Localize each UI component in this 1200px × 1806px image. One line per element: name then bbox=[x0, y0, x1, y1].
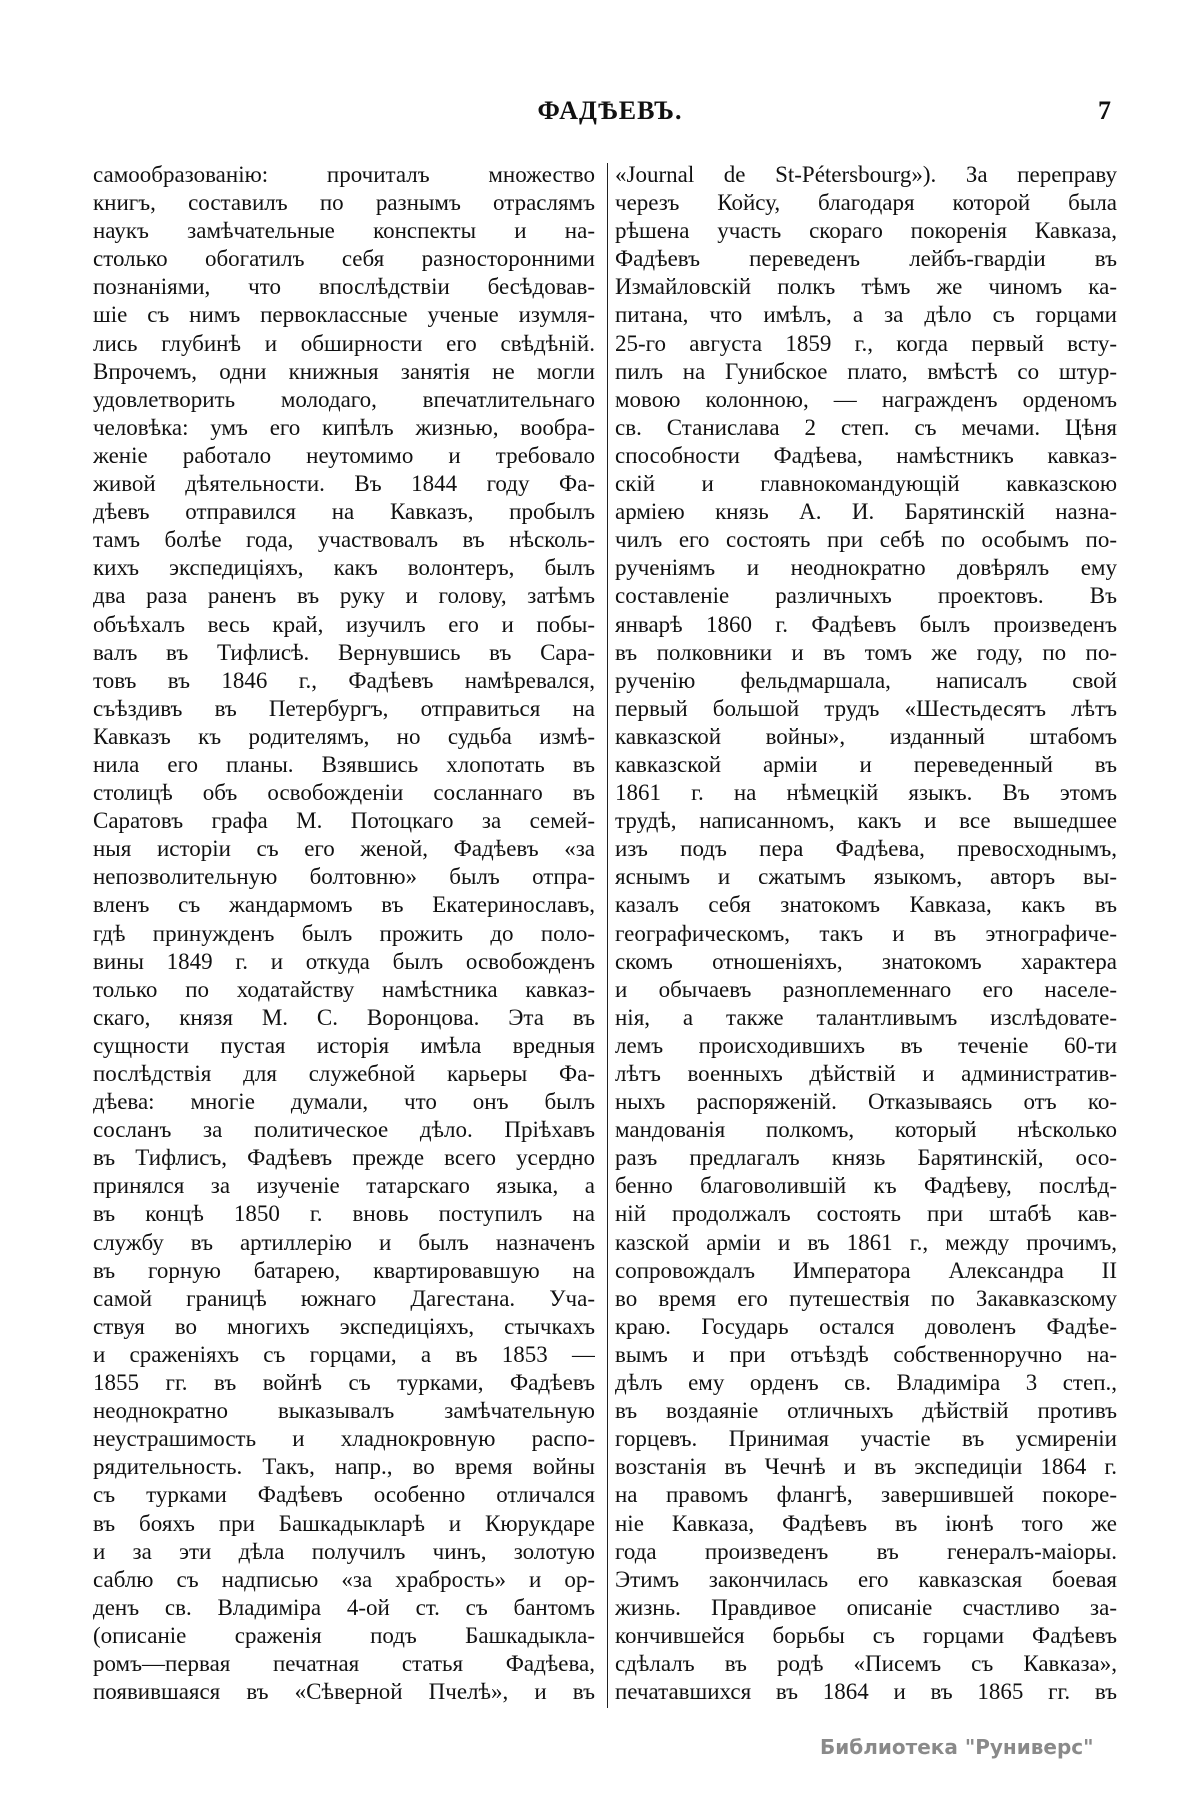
text-line: питана, что имѣлъ, а за дѣло съ горцами bbox=[615, 302, 1117, 328]
text-line: въ воздаяніе отличныхъ дѣйствій противъ bbox=[615, 1398, 1117, 1424]
text-line: св. Станислава 2 степ. съ мечами. Цѣня bbox=[615, 414, 1117, 440]
text-line: человѣка: умъ его кипѣлъ жизнью, вообра- bbox=[93, 414, 595, 440]
text-line: пилъ на Гунибское плато, вмѣстѣ со штур- bbox=[615, 358, 1117, 384]
text-line: вымъ и при отъѣздѣ собственноручно на- bbox=[615, 1341, 1117, 1367]
text-line: кихъ экспедиціяхъ, какъ волонтеръ, былъ bbox=[93, 555, 595, 581]
text-line: познаніями, что впослѣдствіи бесѣдовав- bbox=[93, 274, 595, 300]
text-line: неоднократно выказывалъ замѣчательную bbox=[93, 1398, 595, 1424]
text-line: ніе Кавказа, Фадѣевъ въ іюнѣ того же bbox=[615, 1510, 1117, 1536]
text-line: бенно благоволившій къ Фадѣеву, послѣд- bbox=[615, 1173, 1117, 1199]
text-line: рядительность. Такъ, напр., во время войны bbox=[93, 1454, 595, 1480]
text-line: только по ходатайству намѣстника кавказ- bbox=[93, 976, 595, 1002]
text-line: появившаяся въ «Сѣверной Пчелѣ», и въ bbox=[93, 1679, 595, 1705]
text-line: и за эти дѣла получилъ чинъ, золотую bbox=[93, 1538, 595, 1564]
text-line: удовлетворить молодаго, впечатлительнаго bbox=[93, 386, 595, 412]
text-line: рѣшена участь скораго покоренія Кавказа, bbox=[615, 218, 1117, 244]
text-line: столицѣ объ освобожденіи сосланнаго въ bbox=[93, 780, 595, 806]
text-line: шіе съ нимъ первоклассные ученые изумля- bbox=[93, 302, 595, 328]
text-line: и сраженіяхъ съ горцами, а въ 1853 — bbox=[93, 1341, 595, 1367]
text-line: неустрашимость и хладнокровную распо- bbox=[93, 1426, 595, 1452]
text-line: нія, а также талантливымъ изслѣдовате- bbox=[615, 1004, 1117, 1030]
text-line: дѣевъ отправился на Кавказъ, пробылъ bbox=[93, 499, 595, 525]
text-line: жизнь. Правдивое описаніе счастливо за- bbox=[615, 1594, 1117, 1620]
text-line: тамъ болѣе года, участвовалъ въ нѣсколь- bbox=[93, 527, 595, 553]
text-line: первый большой трудъ «Шестьдесятъ лѣтъ bbox=[615, 695, 1117, 721]
text-line: и обычаевъ разноплеменнаго его населе- bbox=[615, 976, 1117, 1002]
text-line: печатавшихся въ 1864 и въ 1865 гг. въ bbox=[615, 1679, 1117, 1705]
text-line: скій и главнокомандующій кавказскою bbox=[615, 471, 1117, 497]
text-line: объѣхалъ весь край, изучилъ его и побы- bbox=[93, 611, 595, 637]
text-line: кончившейся борьбы съ горцами Фадѣевъ bbox=[615, 1622, 1117, 1648]
text-line: разъ предлагалъ князь Барятинскій, осо- bbox=[615, 1145, 1117, 1171]
text-line: съѣздивъ въ Петербургъ, отправиться на bbox=[93, 695, 595, 721]
text-line: саблю съ надписью «за храбрость» и ор- bbox=[93, 1566, 595, 1592]
text-line: ствуя во многихъ экспедиціяхъ, стычкахъ bbox=[93, 1313, 595, 1339]
library-watermark: Библиотека "Руниверс" bbox=[820, 1735, 1094, 1759]
text-line: въ горную батарею, квартировавшую на bbox=[93, 1257, 595, 1283]
text-line: Фадѣевъ переведенъ лейбъ-гвардіи въ bbox=[615, 246, 1117, 272]
text-line: сущности пустая исторія имѣла вредныя bbox=[93, 1032, 595, 1058]
text-line: сосланъ за политическое дѣло. Пріѣхавъ bbox=[93, 1117, 595, 1143]
text-line: Кавказъ къ родителямъ, но судьба измѣ- bbox=[93, 723, 595, 749]
text-line: самой границѣ южнаго Дагестана. Уча- bbox=[93, 1285, 595, 1311]
text-line: изъ подъ пера Фадѣева, превосходнымъ, bbox=[615, 836, 1117, 862]
text-line: январѣ 1860 г. Фадѣевъ былъ произведенъ bbox=[615, 611, 1117, 637]
text-line: ныя исторіи съ его женой, Фадѣевъ «за bbox=[93, 836, 595, 862]
text-line: нила его планы. Взявшись хлопотать въ bbox=[93, 751, 595, 777]
text-line: горцевъ. Принимая участіе въ усмиреніи bbox=[615, 1426, 1117, 1452]
text-line: рученію фельдмаршала, написалъ свой bbox=[615, 667, 1117, 693]
text-line: службу въ артиллерію и былъ назначенъ bbox=[93, 1229, 595, 1255]
text-line: въ бояхъ при Башкадыкларѣ и Кюрукдаре bbox=[93, 1510, 595, 1536]
text-line: яснымъ и сжатымъ языкомъ, авторъ вы- bbox=[615, 864, 1117, 890]
text-line: арміею князь А. И. Барятинскій назна- bbox=[615, 499, 1117, 525]
text-line: женіе работало неутомимо и требовало bbox=[93, 442, 595, 468]
text-line: черезъ Койсу, благодаря которой была bbox=[615, 190, 1117, 216]
text-line: самообразованію: прочиталъ множество bbox=[93, 162, 595, 187]
text-line: на правомъ флангѣ, завершившей покоре- bbox=[615, 1482, 1117, 1508]
running-header-title: ФАДѢЕВЪ. bbox=[537, 96, 683, 125]
text-line: кавказской арміи и переведенный въ bbox=[615, 751, 1117, 777]
text-line: Измайловскій полкъ тѣмъ же чиномъ ка- bbox=[615, 274, 1117, 300]
text-line: скомъ отношеніяхъ, знатокомъ характера bbox=[615, 948, 1117, 974]
text-line: краю. Государь остался доволенъ Фадѣе- bbox=[615, 1313, 1117, 1339]
text-line: денъ св. Владиміра 4-ой ст. съ бантомъ bbox=[93, 1594, 595, 1620]
text-line: принялся за изученіе татарскаго языка, а bbox=[93, 1173, 595, 1199]
text-line: дѣева: многіе думали, что онъ былъ bbox=[93, 1089, 595, 1115]
text-line: во время его путешествія по Закавказскому bbox=[615, 1285, 1117, 1311]
text-line: скаго, князя М. С. Воронцова. Эта въ bbox=[93, 1004, 595, 1030]
text-line: мовою колонною, — награжденъ орденомъ bbox=[615, 386, 1117, 412]
text-line: ныхъ распоряженій. Отказываясь отъ ко- bbox=[615, 1089, 1117, 1115]
text-line: Этимъ закончилась его кавказская боевая bbox=[615, 1566, 1117, 1592]
text-line: чилъ его состоять при себѣ по особымъ по- bbox=[615, 527, 1117, 553]
text-line: Саратовъ графа М. Потоцкаго за семей- bbox=[93, 808, 595, 834]
text-line: товъ въ 1846 г., Фадѣевъ намѣревался, bbox=[93, 667, 595, 693]
text-line: гдѣ принужденъ былъ прожить до поло- bbox=[93, 920, 595, 946]
text-line: кавказской войны», изданный штабомъ bbox=[615, 723, 1117, 749]
text-line: казалъ себя знатокомъ Кавказа, какъ въ bbox=[615, 892, 1117, 918]
text-line: лемъ происходившихъ въ теченіе 60-ти bbox=[615, 1032, 1117, 1058]
text-line: ній продолжалъ состоять при штабѣ кав- bbox=[615, 1201, 1117, 1227]
text-line: два раза раненъ въ руку и голову, затѣмъ bbox=[93, 583, 595, 609]
text-line: Впрочемъ, одни книжныя занятія не могли bbox=[93, 358, 595, 384]
text-line: въ Тифлисъ, Фадѣевъ прежде всего усердно bbox=[93, 1145, 595, 1171]
text-line: составленіе различныхъ проектовъ. Въ bbox=[615, 583, 1117, 609]
page-number: 7 bbox=[1098, 96, 1111, 125]
text-line: валъ въ Тифлисѣ. Вернувшись въ Сара- bbox=[93, 639, 595, 665]
text-line: сопровождалъ Императора Александра II bbox=[615, 1257, 1117, 1283]
column-divider bbox=[607, 163, 608, 1708]
text-line: рученіямъ и неоднократно довѣрялъ ему bbox=[615, 555, 1117, 581]
text-line: казской арміи и въ 1861 г., между прочимъ, bbox=[615, 1229, 1117, 1255]
text-line: вины 1849 г. и откуда былъ освобожденъ bbox=[93, 948, 595, 974]
text-line: лѣтъ военныхъ дѣйствій и административ- bbox=[615, 1061, 1117, 1086]
text-line: непозволительную болтовню» былъ отпра- bbox=[93, 864, 595, 890]
text-line: наукъ замѣчательные конспекты и на- bbox=[93, 218, 595, 244]
text-line: вленъ съ жандармомъ въ Екатеринославъ, bbox=[93, 892, 595, 918]
text-line: мандованія полкомъ, который нѣсколько bbox=[615, 1117, 1117, 1143]
text-line: сдѣлалъ въ родѣ «Писемъ съ Кавказа», bbox=[615, 1650, 1117, 1676]
text-line: «Journal de St-Pétersbourg»). За переправу bbox=[615, 162, 1117, 187]
text-line: 1855 гг. въ войнѣ съ турками, Фадѣевъ bbox=[93, 1370, 595, 1396]
text-line: способности Фадѣева, намѣстникъ кавказ- bbox=[615, 442, 1117, 468]
text-line: года произведенъ въ генералъ-маіоры. bbox=[615, 1538, 1117, 1564]
text-line: лись глубинѣ и обширности его свѣдѣній. bbox=[93, 330, 595, 356]
text-line: 1861 г. на нѣмецкій языкъ. Въ этомъ bbox=[615, 780, 1117, 806]
text-line: дѣлъ ему орденъ св. Владиміра 3 степ., bbox=[615, 1370, 1117, 1396]
text-line: столько обогатилъ себя разносторонними bbox=[93, 246, 595, 272]
text-line: ромъ—первая печатная статья Фадѣева, bbox=[93, 1650, 595, 1676]
text-line: географическомъ, такъ и въ этнографиче- bbox=[615, 920, 1117, 946]
right-text-column bbox=[615, 161, 1117, 1706]
text-line: живой дѣятельности. Въ 1844 году Фа- bbox=[93, 471, 595, 497]
text-line: книгъ, составилъ по разнымъ отраслямъ bbox=[93, 190, 595, 216]
left-text-column bbox=[93, 161, 595, 1706]
text-line: съ турками Фадѣевъ особенно отличался bbox=[93, 1482, 595, 1508]
text-line: въ полковники и въ томъ же году, по по- bbox=[615, 639, 1117, 665]
text-line: въ концѣ 1850 г. вновь поступилъ на bbox=[93, 1201, 595, 1227]
text-line: (описаніе сраженія подъ Башкадыкла- bbox=[93, 1622, 595, 1648]
text-line: 25-го августа 1859 г., когда первый всту- bbox=[615, 330, 1117, 356]
text-line: трудѣ, написанномъ, какъ и все вышедшее bbox=[615, 808, 1117, 834]
text-line: возстанія въ Чечнѣ и въ экспедиціи 1864 г. bbox=[615, 1454, 1117, 1480]
text-line: послѣдствія для служебной карьеры Фа- bbox=[93, 1061, 595, 1086]
